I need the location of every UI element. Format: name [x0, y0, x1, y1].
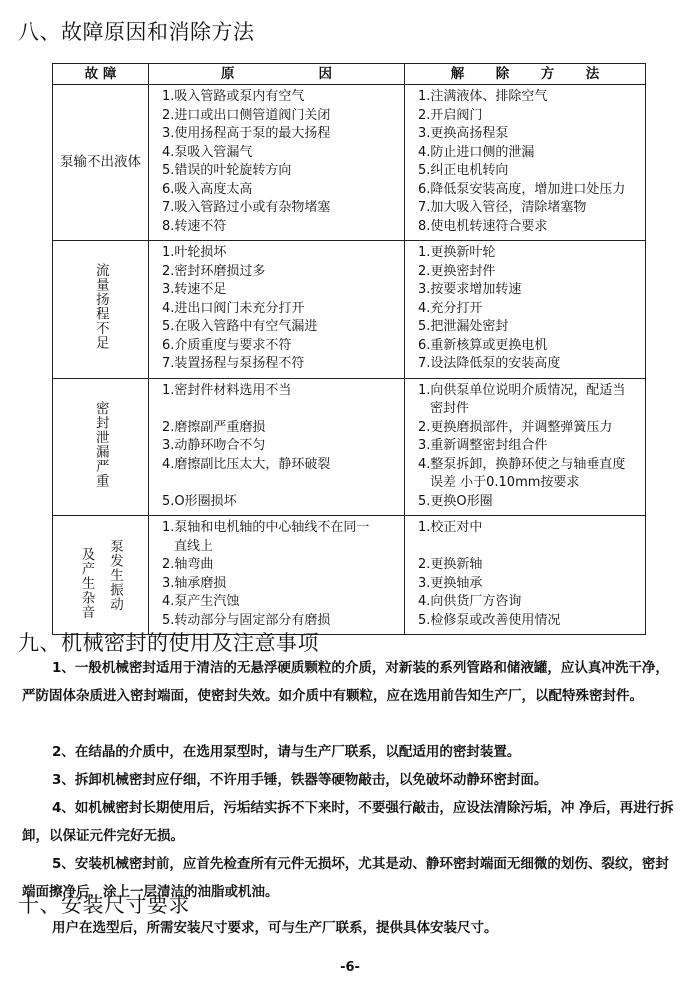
header-remedy-char: 方: [540, 65, 555, 82]
remedy-item: 7.加大吸入管径，清除堵塞物: [418, 200, 587, 215]
remedy-item: 2.更换新轴: [418, 557, 483, 572]
remedy-item: 4.整泵拆卸，换静环使之与轴垂直度: [418, 456, 626, 472]
cause-item: 2.轴弯曲: [162, 557, 214, 572]
cause-cell: [149, 516, 405, 635]
line-gap: [162, 400, 404, 419]
section-8-title: 八、故障原因和消除方法: [18, 20, 255, 44]
remedy-item: 8.使电机转速符合要求: [418, 218, 548, 234]
table-row: [53, 241, 646, 379]
remedy-item: 6.重新核算或更换电机: [418, 337, 548, 353]
remedy-item: 1.更换新叶轮: [418, 245, 496, 260]
remedy-item: 1.向供泵单位说明介质情况，配适当: [418, 382, 626, 398]
paragraph-3: [22, 766, 678, 794]
section-10-title: 十、安装尺寸要求: [18, 893, 190, 917]
remedy-item: 6.降低泵安装高度，增加进口处压力: [418, 181, 626, 197]
remedy-item: 3.重新调整密封组合件: [418, 438, 548, 453]
remedy-item: 5.检修泵或改善使用情况: [418, 612, 561, 628]
remedy-item: 3.按要求增加转速: [418, 282, 522, 297]
remedy-item: 5.更换O形圈: [418, 493, 493, 509]
cause-item: 4.泵产生汽蚀: [162, 594, 240, 609]
paragraph-2: [22, 738, 678, 766]
cause-item: 6.吸入高度太高: [162, 181, 253, 197]
cause-item: 1.泵轴和电机轴的中心轴线不在同一: [162, 520, 370, 535]
header-remedy: [405, 64, 646, 85]
remedy-item: 5.纠正电机转向: [418, 163, 509, 178]
fault-label: 流量扬程不足: [92, 263, 109, 350]
cause-item: 3.转速不足: [162, 282, 227, 297]
remedy-item: 5.把泄漏处密封: [418, 319, 509, 334]
header-cause-char: 原: [221, 65, 235, 82]
table-row: [53, 85, 646, 241]
header-fault: 故 障: [53, 64, 149, 85]
line-gap: [162, 474, 404, 493]
cause-item: 2.进口或出口侧管道阀门关闭: [162, 107, 331, 123]
cause-item: 5.O形圈损坏: [162, 493, 237, 509]
header-remedy-char: 除: [495, 65, 510, 82]
header-remedy-char: 解: [450, 65, 465, 82]
fault-table: [52, 63, 646, 635]
remedy-item: 1.注满液体、排除空气: [418, 89, 548, 104]
remedy-item: 3.更换轴承: [418, 575, 483, 591]
remedy-item: 1.校正对中: [418, 520, 483, 535]
cause-item: 3.轴承磨损: [162, 575, 227, 591]
remedy-cell: [405, 241, 646, 379]
table-row: [53, 516, 646, 635]
cause-item: 6.介质重度与要求不符: [162, 337, 292, 353]
remedy-item: 3.更换高扬程泵: [418, 126, 509, 141]
fault-cell: 泵输不出液体: [53, 85, 149, 241]
remedy-item-continued: 误差 小于0.10mm按要求: [430, 475, 580, 490]
paragraph-text: 1、一般机械密封适用于清洁的无悬浮硬质颗粒的介质，对新装的系列管路和储液罐，应认真冲洗干净，严防固体杂质进入密封端面，使密封失效。如介质中有颗粒，应在选用前告知生产厂，以配特殊密封件。: [22, 660, 669, 704]
remedy-item: 4.向供货厂方咨询: [418, 594, 522, 609]
fault-label: 密封泄漏严重: [92, 400, 109, 488]
remedy-item-continued: 密封件: [430, 401, 470, 416]
paragraph-4: [22, 794, 678, 850]
remedy-item: 2.更换磨损部件，并调整弹簧压力: [418, 419, 613, 435]
cause-item: 3.使用扬程高于泵的最大扬程: [162, 126, 331, 141]
cause-cell: [149, 85, 405, 241]
cause-item: 3.动静环吻合不匀: [162, 438, 266, 453]
cause-item: 2.磨擦副严重磨损: [162, 419, 266, 435]
header-cause-char: 因: [318, 65, 332, 82]
cause-item: 2.密封环磨损过多: [162, 263, 266, 279]
section-9-title: 九、机械密封的使用及注意事项: [18, 631, 319, 655]
cause-item: 8.转速不符: [162, 218, 227, 234]
remedy-item: 7.设法降低泵的安装高度: [418, 356, 561, 371]
remedy-item: 2.更换密封件: [418, 263, 496, 279]
remedy-item: 4.充分打开: [418, 300, 483, 316]
paragraph-text: 2、在结晶的介质中，在选用泵型时，请与生产厂联系，以配适用的密封装置。: [52, 744, 521, 760]
remedy-cell: [405, 85, 646, 241]
table-row: [53, 378, 646, 516]
cause-item: 4.泵吸入管漏气: [162, 144, 253, 160]
cause-cell: [149, 378, 405, 516]
paragraph-1: [22, 654, 678, 710]
paragraph-text: 5、安装机械密封前，应首先检查所有元件无损坏，尤其是动、静环密封端面无细微的划伤、裂纹，密封端面擦净后，涂上一层清洁的油脂或机油。: [22, 856, 669, 900]
remedy-cell: [405, 378, 646, 516]
cause-cell: [149, 241, 405, 379]
header-remedy-char: 法: [585, 65, 600, 82]
fault-cell: [53, 241, 149, 379]
paragraph-install: [22, 914, 678, 942]
cause-item: 1.吸入管路或泵内有空气: [162, 89, 305, 104]
line-gap: [418, 538, 645, 557]
cause-item: 5.转动部分与固定部分有磨损: [162, 612, 331, 628]
paragraph-text: 3、拆卸机械密封应仔细，不许用手锤，铁器等硬物敲击，以免破坏动静环密封面。: [52, 772, 548, 788]
cause-item: 5.错误的叶轮旋转方向: [162, 163, 292, 178]
page-number: -6-: [340, 960, 360, 975]
header-cause: [149, 64, 405, 85]
cause-item: 1.密封件材料选用不当: [162, 382, 292, 398]
fault-cell: [53, 516, 149, 635]
fault-label-a: 泵发生振动: [107, 538, 123, 612]
cause-item: 7.吸入管路过小或有杂物堵塞: [162, 200, 331, 215]
fault-label-b: 及产生杂音: [78, 546, 95, 620]
table-header-row: [53, 64, 646, 85]
cause-item: 1.叶轮损坏: [162, 245, 227, 260]
fault-cell: [53, 378, 149, 516]
paragraph-text: 4、如机械密封长期使用后，污垢结实拆不下来时，不要强行敲击，应设法清除污垢，冲 净后，再进行拆卸，以保证元件完好无损。: [22, 800, 674, 844]
cause-item: 4.进出口阀门未充分打开: [162, 300, 305, 316]
remedy-item: 2.开启阀门: [418, 107, 483, 123]
paragraph-text: 用户在选型后，所需安装尺寸要求，可与生产厂联系，提供具体安装尺寸。: [52, 920, 498, 936]
cause-item: 7.装置扬程与泵扬程不符: [162, 356, 305, 371]
remedy-item: 4.防止进口侧的泄漏: [418, 144, 535, 160]
cause-item: 5.在吸入管路中有空气漏进: [162, 319, 318, 334]
cause-item-continued: 直线上: [174, 538, 214, 554]
cause-item: 4.磨擦副比压太大，静环破裂: [162, 456, 331, 472]
remedy-cell: [405, 516, 646, 635]
